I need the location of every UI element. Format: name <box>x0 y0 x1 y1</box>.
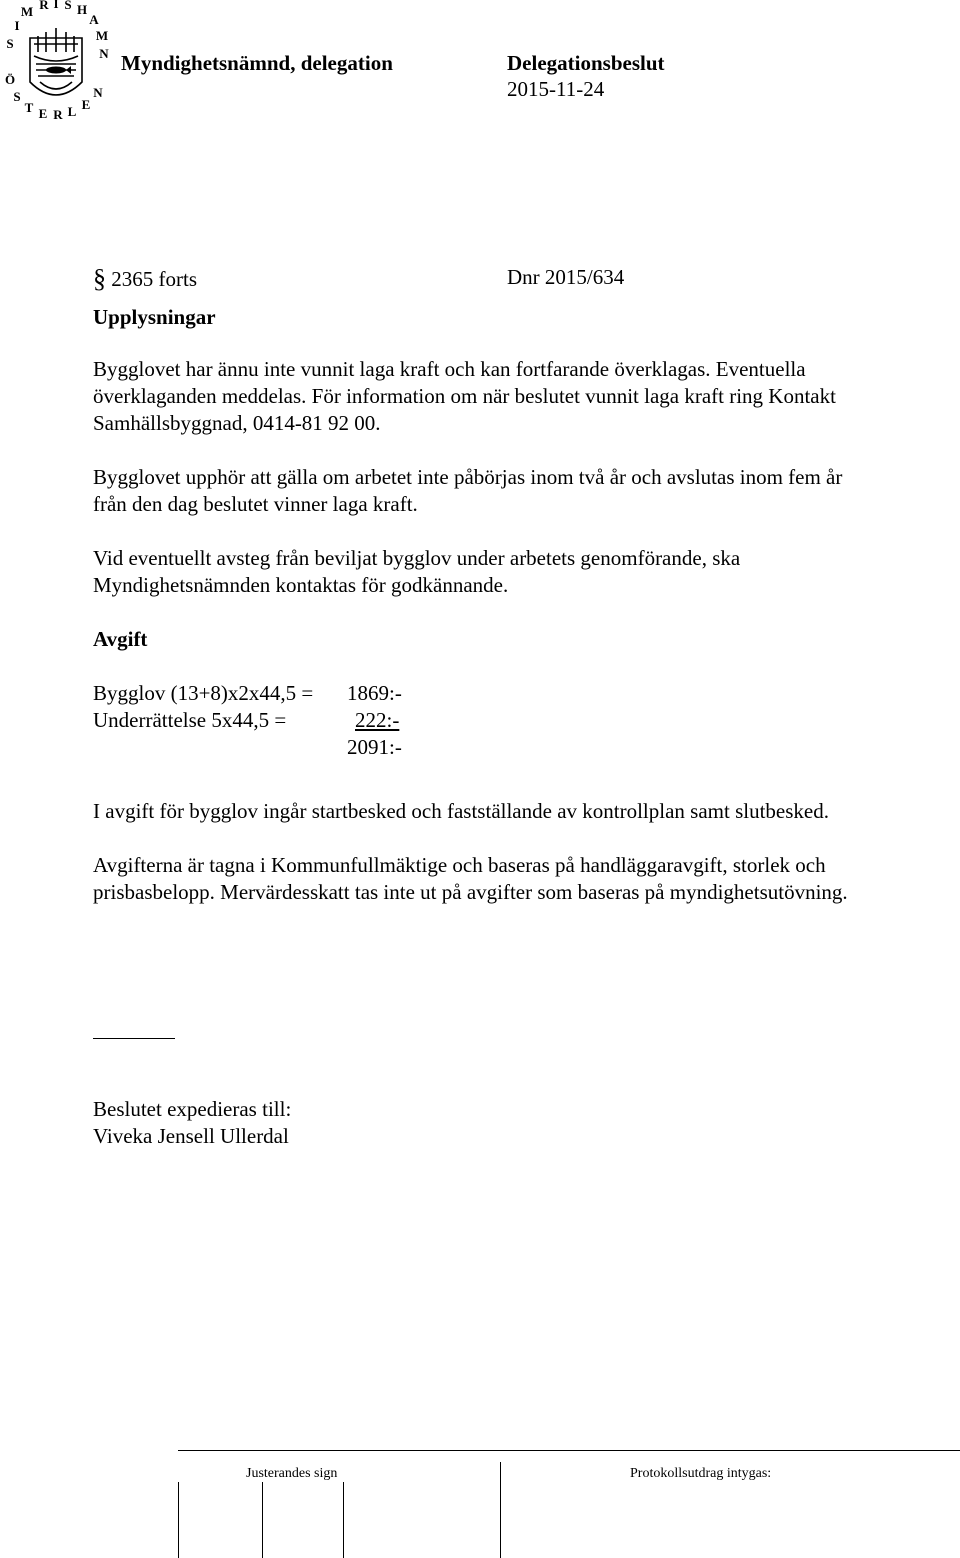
header-doc-type: Delegationsbeslut <box>507 51 665 75</box>
expediering-label: Beslutet expedieras till: <box>93 1097 292 1121</box>
text-line: från den dag beslutet vinner laga kraft. <box>93 492 418 516</box>
seal-letter: N <box>99 46 109 61</box>
avgift-heading: Avgift <box>93 627 148 651</box>
fee-label: Underrättelse 5x44,5 = <box>93 708 287 732</box>
upplysningar-paragraph-2 <box>93 464 943 518</box>
seal-letter: T <box>24 100 34 115</box>
section-number: 2365 forts <box>111 267 197 291</box>
ship-emblem <box>30 28 82 95</box>
avgift-note: I avgift för bygglov ingår startbesked och fastställande av kontrollplan samt slutbesked. <box>93 799 829 823</box>
fee-value: 1869:- <box>347 681 402 705</box>
seal-letter: S <box>13 89 21 104</box>
header-title: Myndighetsnämnd, delegation <box>121 51 393 75</box>
seal-letter: E <box>81 97 91 112</box>
text-line: överklaganden meddelas. För information om när beslutet vunnit laga kraft ring Kontakt <box>93 384 836 408</box>
upplysningar-paragraph-1 <box>93 356 943 437</box>
fee-label: Bygglov (13+8)x2x44,5 = <box>93 681 314 705</box>
seal-letter: R <box>39 0 49 12</box>
upplysningar-paragraph-3 <box>93 545 943 599</box>
text-line: Bygglovet upphör att gälla om arbetet inte påbörjas inom två år och avslutas inom fem år <box>93 465 843 489</box>
seal-letter: A <box>89 12 99 27</box>
text-line: Myndighetsnämnden kontaktas för godkännande. <box>93 573 509 597</box>
seal-letter: Ö <box>4 72 16 87</box>
signature-box-divider <box>343 1482 344 1558</box>
signature-box-divider <box>178 1482 179 1558</box>
expediering-block <box>93 1096 943 1150</box>
seal-letter: I <box>14 18 20 33</box>
avgift-paragraph <box>93 852 943 906</box>
seal-letter: S <box>64 0 72 12</box>
divider <box>93 1038 175 1039</box>
paragraph-sign-icon: § <box>93 264 106 293</box>
text-line: prisbasbelopp. Mervärdesskatt tas inte ut på avgifter som baseras på myndighetsutövning. <box>93 880 848 904</box>
upplysningar-heading: Upplysningar <box>93 305 216 329</box>
seal-letter: M <box>20 4 34 19</box>
seal-letter: M <box>95 28 109 43</box>
fee-row <box>93 680 943 707</box>
fee-row <box>93 707 943 734</box>
signature-box-divider <box>262 1482 263 1558</box>
seal-letter: I <box>53 0 59 11</box>
seal-letter: L <box>67 104 77 119</box>
text-line: Bygglovet har ännu inte vunnit laga kraft och kan fortfarande överklagas. Eventuella <box>93 357 806 381</box>
fee-value: 222:- <box>355 708 400 732</box>
fee-total: 2091:- <box>347 735 402 759</box>
fee-table <box>93 680 943 770</box>
justerandes-sign-label: Justerandes sign <box>246 1466 338 1481</box>
expediering-recipient: Viveka Jensell Ullerdal <box>93 1124 289 1148</box>
text-line: Avgifterna är tagna i Kommunfullmäktige och baseras på handläggaravgift, storlek och <box>93 853 826 877</box>
text-line: Vid eventuellt avsteg från beviljat bygglov under arbetets genomförande, ska <box>93 546 741 570</box>
signature-box-divider <box>500 1462 501 1558</box>
seal-letter: E <box>38 106 48 121</box>
seal-letter: N <box>93 85 103 100</box>
seal-letter: H <box>76 2 88 17</box>
footer-divider <box>178 1450 960 1451</box>
header-date: 2015-11-24 <box>507 77 605 101</box>
seal-letter: R <box>53 107 63 122</box>
text-line: Samhällsbyggnad, 0414-81 92 00. <box>93 411 381 435</box>
fee-total-row <box>93 734 943 761</box>
seal-letter: S <box>6 36 14 51</box>
municipal-seal-logo <box>0 0 112 125</box>
dnr-label: Dnr 2015/634 <box>507 265 625 289</box>
protokollsutdrag-label: Protokollsutdrag intygas: <box>630 1466 772 1481</box>
